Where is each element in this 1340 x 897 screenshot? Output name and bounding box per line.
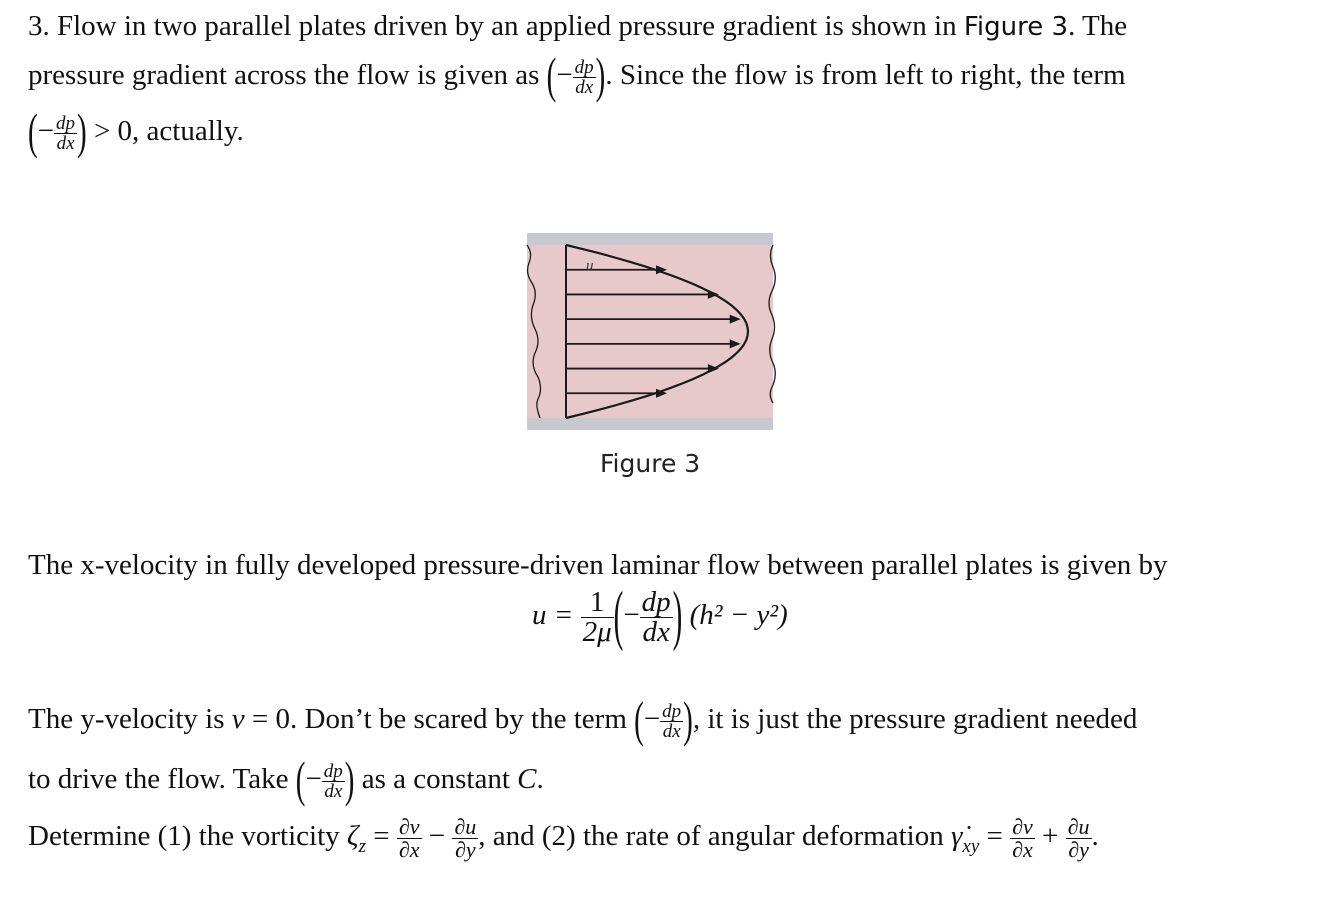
velocity-label: u: [586, 258, 594, 274]
y-velocity-line1: The y-velocity is v = 0. Don’t be scared by the term (− $\frac{dp}{dx}$ ), it is just the pressure gradient needed: [28, 693, 1138, 748]
dp-dx-fraction: $\frac{dp}{dx}$: [662, 701, 682, 742]
velocity-equation: u = $\frac{1}{2\mu}$ (− $\frac{dp}{dx}$ ) (h² − y²): [532, 579, 788, 654]
figure-caption: Figure 3: [600, 449, 701, 478]
dp-dx-fraction: $\frac{dp}{dx}$: [323, 761, 343, 802]
parallel-plate-flow-figure: [520, 230, 780, 440]
du-dy-fraction: $\frac{\partial u}{\partial y}$: [454, 814, 477, 862]
task-statement: Determine (1) the vorticity $\zeta_z$ = $\frac{\partial v}{\partial x}$ − $\frac{\partial u}{\partial y}$ , and (2) the rate of angular deformation $\gammȧ_{xy}$ = $\frac{\partial v}{\partial x}$ + $\frac{\partial u}{\partial y}$ .: [28, 814, 1099, 862]
velocity-sentence: The x-velocity in fully developed pressure-driven laminar flow between parallel plates is given by: [28, 549, 1168, 581]
problem-statement-line3: (− $\frac{dp}{dx}$ ) > 0, actually.: [28, 105, 244, 160]
y-velocity-line2: to drive the flow. Take (− $\frac{dp}{dx}$ ) as a constant C.: [28, 753, 544, 808]
dv-dx-fraction: $\frac{\partial v}{\partial x}$: [398, 814, 420, 862]
dv-dx-fraction: $\frac{\partial v}{\partial x}$: [1012, 814, 1033, 862]
bottom-plate: [527, 418, 773, 430]
du-dy-fraction: $\frac{\partial u}{\partial y}$: [1067, 814, 1090, 862]
figure-ref: Figure 3: [963, 12, 1069, 42]
problem-statement-line1: 3. Flow in two parallel plates driven by an applied pressure gradient is shown in Figure 3. The: [28, 10, 1128, 42]
dp-dx-fraction: $\frac{dp}{dx}$: [56, 113, 76, 154]
dp-dx-fraction: $\frac{dp}{dx}$: [574, 57, 594, 98]
dp-dx-fraction: $\frac{dp}{dx}$: [641, 586, 671, 648]
top-plate: [527, 233, 773, 245]
problem-statement-line2: pressure gradient across the flow is given as (− $\frac{dp}{dx}$ ). Since the flow is from left to right, the term: [28, 49, 1126, 104]
one-over-two-mu: $\frac{1}{2\mu}$: [582, 586, 612, 648]
